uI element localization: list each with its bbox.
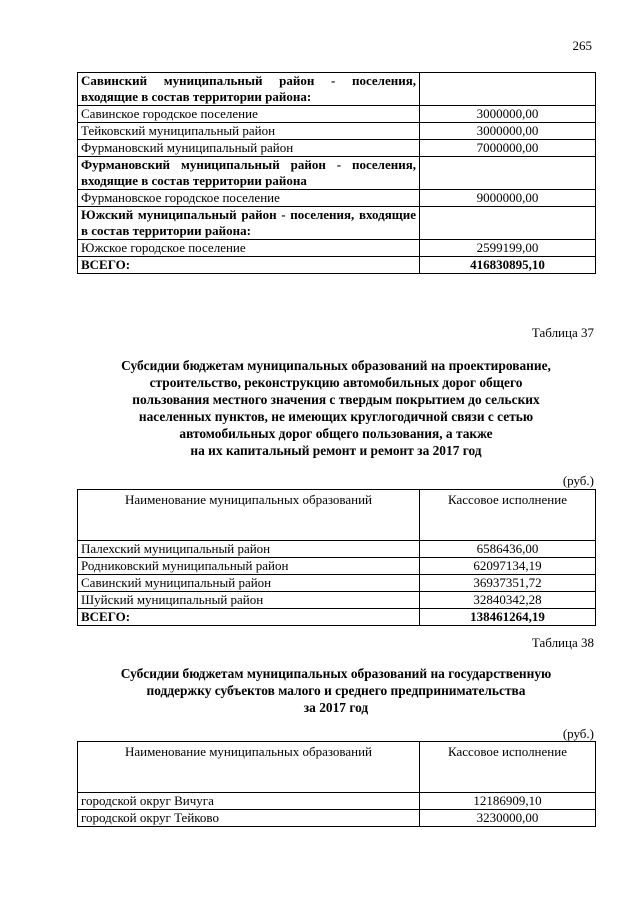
unit-label-38: (руб.) xyxy=(562,726,594,741)
title-line: Субсидии бюджетам муниципальных образований на государственную xyxy=(120,666,552,681)
row-value: 9000000,00 xyxy=(420,190,596,207)
title-line: на их капитальный ремонт и ремонт за 2017 год xyxy=(190,443,482,458)
table-row xyxy=(78,793,596,810)
row-value: 32840342,28 xyxy=(420,592,596,609)
row-value: 2599199,00 xyxy=(420,240,596,257)
table-row xyxy=(78,106,596,123)
total-value: 138461264,19 xyxy=(420,609,596,626)
title-line: населенных пунктов, не имеющих круглогодичной связи с сетью xyxy=(138,409,534,424)
row-name: Шуйский муниципальный район xyxy=(78,592,420,609)
table-row xyxy=(78,257,596,274)
row-value: 62097134,19 xyxy=(420,558,596,575)
row-value: 7000000,00 xyxy=(420,140,596,157)
row-name: ВСЕГО: xyxy=(78,257,420,274)
header-name: Наименование муниципальных образований xyxy=(78,742,420,793)
row-value: 3000000,00 xyxy=(420,123,596,140)
row-name: Савинское городское поселение xyxy=(78,106,420,123)
row-value xyxy=(420,157,596,190)
table-row xyxy=(78,207,596,240)
row-name: Фурмановский муниципальный район xyxy=(78,140,420,157)
table-row xyxy=(78,541,596,558)
row-name: Савинский муниципальный район - поселения, входящие в состав территории района: xyxy=(78,73,420,106)
table-total-row xyxy=(78,609,596,626)
row-value: 12186909,10 xyxy=(420,793,596,810)
row-name: Фурмановский муниципальный район - поселения, входящие в состав территории района xyxy=(78,157,420,190)
table-title-38 xyxy=(77,665,595,716)
table-row xyxy=(78,810,596,827)
header-value: Кассовое исполнение xyxy=(420,490,596,541)
table-row xyxy=(78,140,596,157)
row-name: городской округ Тейково xyxy=(78,810,420,827)
table-row xyxy=(78,592,596,609)
unit-label-37: (руб.) xyxy=(562,473,594,488)
total-label: ВСЕГО: xyxy=(78,609,420,626)
row-value: 416830895,10 xyxy=(420,257,596,274)
table-header-row xyxy=(78,742,596,793)
table-row xyxy=(78,190,596,207)
row-value: 36937351,72 xyxy=(420,575,596,592)
row-value xyxy=(420,207,596,240)
row-value xyxy=(420,73,596,106)
row-value: 3230000,00 xyxy=(420,810,596,827)
table-row xyxy=(78,575,596,592)
header-value: Кассовое исполнение xyxy=(420,742,596,793)
table-38 xyxy=(77,741,596,827)
table-title-37 xyxy=(77,357,595,459)
title-line: поддержку субъектов малого и среднего предпринимательства xyxy=(146,683,526,698)
title-line: строительство, реконструкцию автомобильных дорог общего xyxy=(149,375,523,390)
row-name: Южское городское поселение xyxy=(78,240,420,257)
row-name: Тейковский муниципальный район xyxy=(78,123,420,140)
header-name: Наименование муниципальных образований xyxy=(78,490,420,541)
row-value: 3000000,00 xyxy=(420,106,596,123)
row-name: Савинский муниципальный район xyxy=(78,575,420,592)
table-caption-37: Таблица 37 xyxy=(531,325,594,340)
title-line: автомобильных дорог общего пользования, а также xyxy=(179,426,493,441)
title-line: Субсидии бюджетам муниципальных образований на проектирование, xyxy=(121,358,551,373)
row-name: Фурмановское городское поселение xyxy=(78,190,420,207)
table-header-row xyxy=(78,490,596,541)
table-row xyxy=(78,157,596,190)
table-row xyxy=(78,73,596,106)
title-line: за 2017 год xyxy=(303,700,369,715)
table-continuation xyxy=(77,72,596,274)
row-name: Южский муниципальный район - поселения, входящие в состав территории района: xyxy=(78,207,420,240)
title-line: пользования местного значения с твердым покрытием до сельских xyxy=(132,392,540,407)
row-value: 6586436,00 xyxy=(420,541,596,558)
table-row xyxy=(78,240,596,257)
row-name: городской округ Вичуга xyxy=(78,793,420,810)
table-row xyxy=(78,558,596,575)
page-number: 265 xyxy=(572,38,592,53)
row-name: Палехский муниципальный район xyxy=(78,541,420,558)
table-37 xyxy=(77,489,596,626)
table-caption-38: Таблица 38 xyxy=(531,635,594,650)
row-name: Родниковский муниципальный район xyxy=(78,558,420,575)
table-row xyxy=(78,123,596,140)
